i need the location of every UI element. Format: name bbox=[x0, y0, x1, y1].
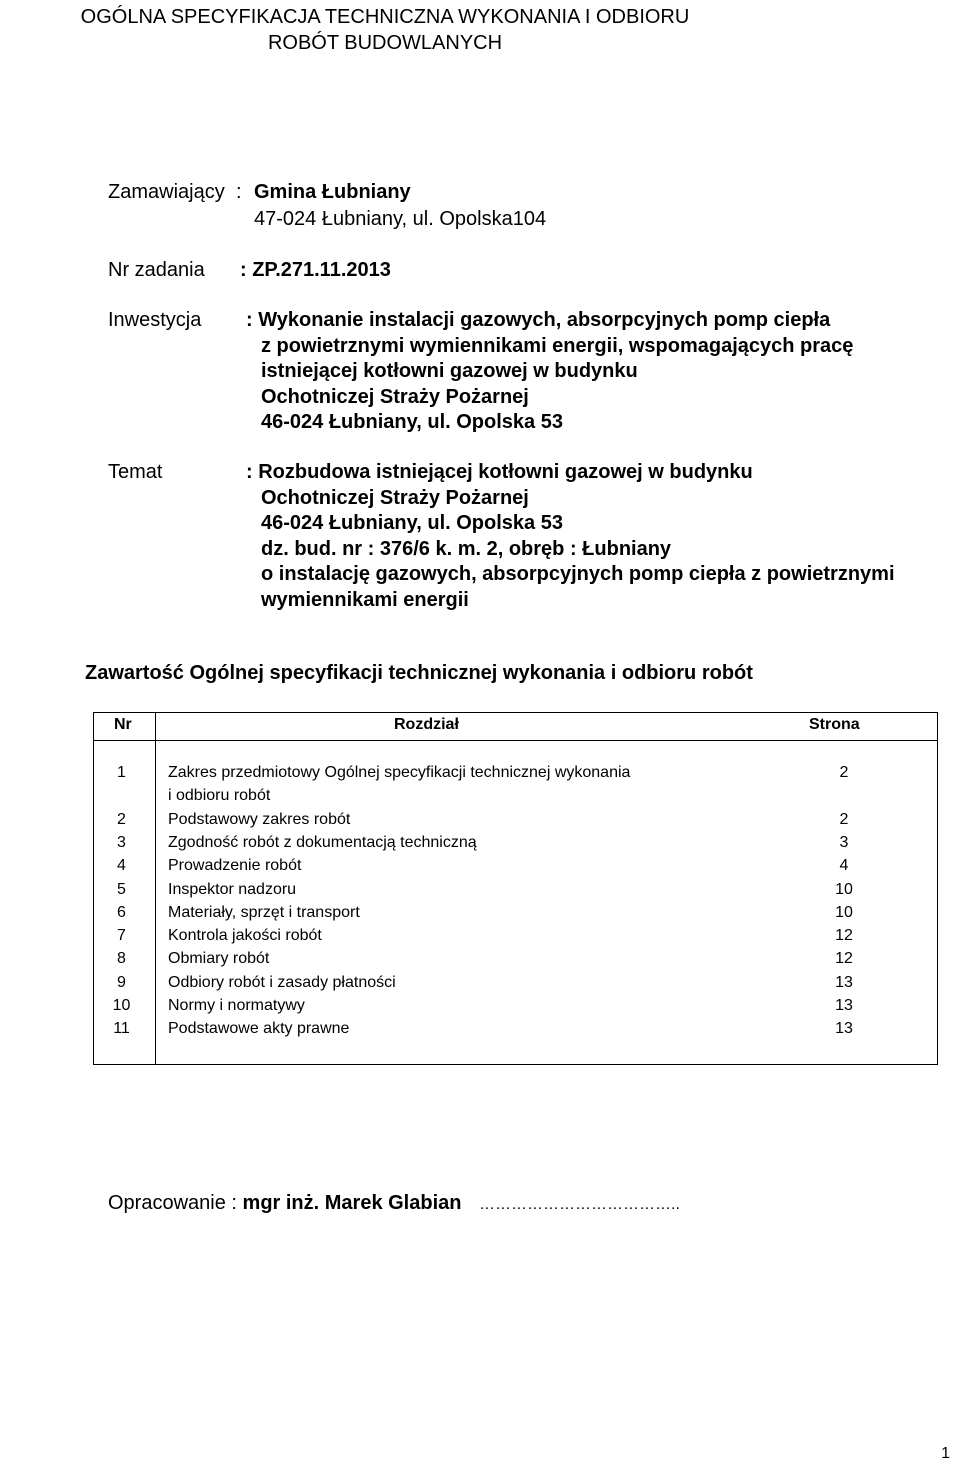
row-nr: 5 bbox=[117, 880, 126, 898]
inwestycja-line: istniejącej kotłowni gazowej w budynku bbox=[261, 360, 638, 382]
prepared-by-name: mgr inż. Marek Glabian bbox=[242, 1192, 462, 1214]
header-page: Strona bbox=[809, 716, 860, 733]
row-chapter: Zgodność robót z dokumentacją techniczną bbox=[168, 833, 477, 851]
prepared-by-label: Opracowanie : bbox=[108, 1192, 237, 1214]
row-nr: 4 bbox=[117, 857, 126, 875]
row-chapter: Prowadzenie robót bbox=[168, 857, 302, 875]
inwestycja-line: 46-024 Łubniany, ul. Opolska 53 bbox=[261, 411, 563, 433]
inwestycja-line: : Wykonanie instalacji gazowych, absorpcyjnych pomp ciepła bbox=[246, 309, 831, 331]
temat-line: 46-024 Łubniany, ul. Opolska 53 bbox=[261, 512, 563, 534]
row-nr: 7 bbox=[117, 927, 126, 945]
row-page: 12 bbox=[835, 927, 853, 945]
row-nr: 2 bbox=[117, 810, 126, 828]
row-chapter: Inspektor nadzoru bbox=[168, 880, 297, 898]
row-page: 2 bbox=[839, 810, 849, 828]
inwestycja-line: z powietrznymi wymiennikami energii, wspomagających pracę bbox=[261, 334, 854, 357]
contents-heading: Zawartość Ogólnej specyfikacji technicznej wykonania i odbioru robót bbox=[85, 662, 753, 684]
row-chapter: Podstawowy zakres robót bbox=[168, 810, 351, 828]
inwestycja-value bbox=[246, 308, 853, 436]
row-nr: 6 bbox=[117, 903, 126, 921]
table-column-divider bbox=[155, 713, 156, 1064]
row-chapter: Obmiary robót bbox=[168, 950, 270, 968]
row-page: 13 bbox=[835, 997, 853, 1014]
contents-table bbox=[93, 712, 938, 1065]
temat-line: Ochotniczej Straży Pożarnej bbox=[261, 486, 529, 509]
inwestycja-line: Ochotniczej Straży Pożarnej bbox=[261, 385, 529, 408]
row-nr: 3 bbox=[117, 833, 126, 851]
row-chapter: Podstawowe akty prawne bbox=[168, 1020, 350, 1038]
signature-dots: ……………………………….. bbox=[479, 1196, 680, 1213]
row-chapter: Kontrola jakości robót bbox=[168, 927, 322, 945]
temat-line: wymiennikami energii bbox=[261, 588, 469, 611]
row-nr: 1 bbox=[117, 764, 126, 781]
field-label-nr-zadania: Nr zadania bbox=[108, 259, 205, 281]
temat-line: dz. bud. nr : 376/6 k. m. 2, obręb : Łubniany bbox=[261, 537, 672, 560]
row-page: 2 bbox=[839, 764, 849, 781]
prepared-by bbox=[108, 1192, 680, 1215]
temat-line: o instalację gazowych, absorpcyjnych pomp ciepła z powietrznymi bbox=[261, 563, 895, 585]
row-chapter: Materiały, sprzęt i transport bbox=[168, 903, 360, 921]
row-page: 10 bbox=[835, 880, 853, 898]
page-number: 1 bbox=[941, 1445, 950, 1462]
row-page: 13 bbox=[835, 973, 853, 991]
field-label-temat: Temat bbox=[108, 461, 163, 483]
field-label-inwestycja: Inwestycja bbox=[108, 309, 202, 331]
nr-zadania-value: : ZP.271.11.2013 bbox=[240, 259, 391, 281]
header-nr: Nr bbox=[114, 716, 132, 733]
row-chapter: i odbioru robót bbox=[168, 787, 271, 805]
row-nr: 10 bbox=[112, 997, 131, 1014]
temat-line: : Rozbudowa istniejącej kotłowni gazowej w budynku bbox=[246, 461, 753, 483]
temat-value bbox=[246, 460, 895, 613]
zamawiajacy-separator: : bbox=[236, 181, 242, 203]
row-page: 3 bbox=[839, 833, 849, 851]
document-title bbox=[0, 4, 770, 56]
row-chapter: Normy i normatywy bbox=[168, 997, 305, 1014]
zamawiajacy-name: Gmina Łubniany bbox=[254, 181, 411, 203]
table-header-divider bbox=[94, 740, 937, 741]
zamawiajacy-address: 47-024 Łubniany, ul. Opolska104 bbox=[254, 208, 547, 230]
row-nr: 11 bbox=[113, 1020, 130, 1038]
title-line-2: ROBÓT BUDOWLANYCH bbox=[267, 32, 503, 54]
row-nr: 9 bbox=[117, 973, 126, 991]
title-line-1: OGÓLNA SPECYFIKACJA TECHNICZNA WYKONANIA I ODBIORU bbox=[80, 6, 690, 28]
row-nr: 8 bbox=[117, 950, 126, 968]
row-chapter: Zakres przedmiotowy Ogólnej specyfikacji technicznej wykonania bbox=[168, 764, 631, 781]
row-chapter: Odbiory robót i zasady płatności bbox=[168, 973, 396, 991]
row-page: 10 bbox=[835, 903, 853, 921]
row-page: 12 bbox=[835, 950, 853, 968]
field-label-zamawiajacy: Zamawiający bbox=[108, 181, 225, 203]
row-page: 13 bbox=[835, 1020, 853, 1038]
header-chapter: Rozdział bbox=[394, 716, 459, 733]
row-page: 4 bbox=[839, 857, 849, 875]
